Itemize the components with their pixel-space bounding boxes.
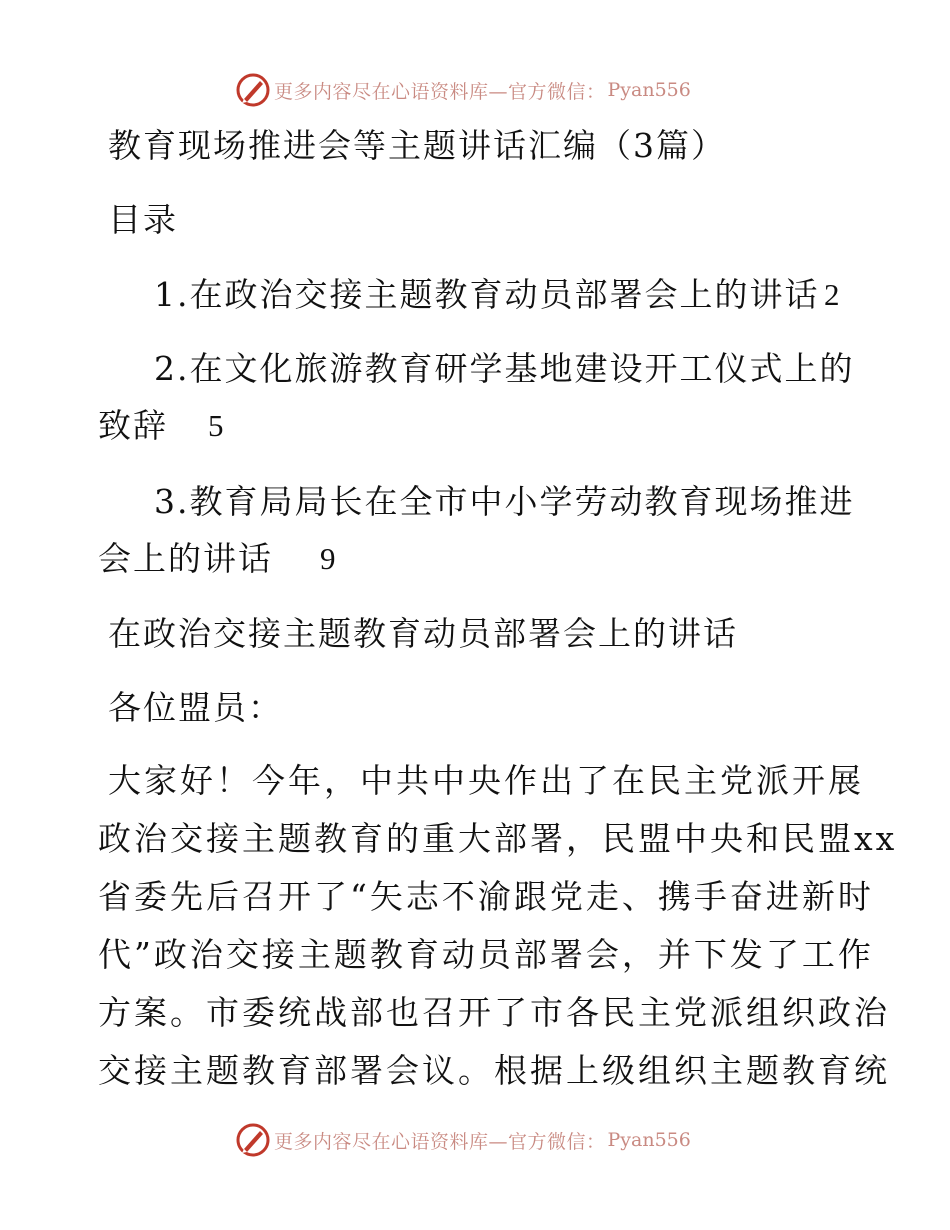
body-row: 大家好！今年，中共中央作出了在民主党派开展 <box>108 761 864 800</box>
toc-heading: 目录 <box>108 200 178 239</box>
toc-item-1-title: 1.在政治交接主题教育动员部署会上的讲话 <box>154 275 820 314</box>
toc-item-3-page: 9 <box>320 541 336 576</box>
toc-item-3-title: 3.教育局局长在全市中小学劳动教育现场推进 <box>154 482 855 521</box>
body-row: 省委先后召开了“矢志不渝跟党走、携手奋进新时 <box>98 877 874 916</box>
watermark-footer <box>236 1122 691 1158</box>
body-row: 政治交接主题教育的重大部署，民盟中央和民盟xx <box>98 819 898 858</box>
salutation: 各位盟员： <box>108 688 283 727</box>
watermark-text: 更多内容尽在心语资料库—官方微信： <box>274 80 606 103</box>
toc-item-2-page: 5 <box>208 408 224 443</box>
watermark-text: 更多内容尽在心语资料库—官方微信： <box>274 1130 606 1153</box>
body-row: 交接主题教育部署会议。根据上级组织主题教育统 <box>98 1051 890 1090</box>
body-row: 代”政治交接主题教育动员部署会，并下发了工作 <box>98 935 874 974</box>
watermark-wechat-id: Pyan556 <box>607 1129 691 1151</box>
toc-item-2-title: 2.在文化旅游教育研学基地建设开工仪式上的 <box>154 349 855 388</box>
pen-logo-icon <box>236 73 270 107</box>
toc-item-1-page: 2 <box>824 277 840 312</box>
pen-logo-icon <box>236 1123 270 1157</box>
section-title: 在政治交接主题教育动员部署会上的讲话 <box>108 614 738 653</box>
watermark-header <box>236 72 691 108</box>
toc-item-2-title-cont: 致辞 <box>98 406 168 445</box>
toc-item-3-title-cont: 会上的讲话 <box>98 539 273 578</box>
watermark-wechat-id: Pyan556 <box>607 79 691 101</box>
document-title: 教育现场推进会等主题讲话汇编（3篇） <box>108 126 726 165</box>
body-row: 方案。市委统战部也召开了市各民主党派组织政治 <box>98 993 890 1032</box>
body-paragraph <box>98 752 898 1100</box>
